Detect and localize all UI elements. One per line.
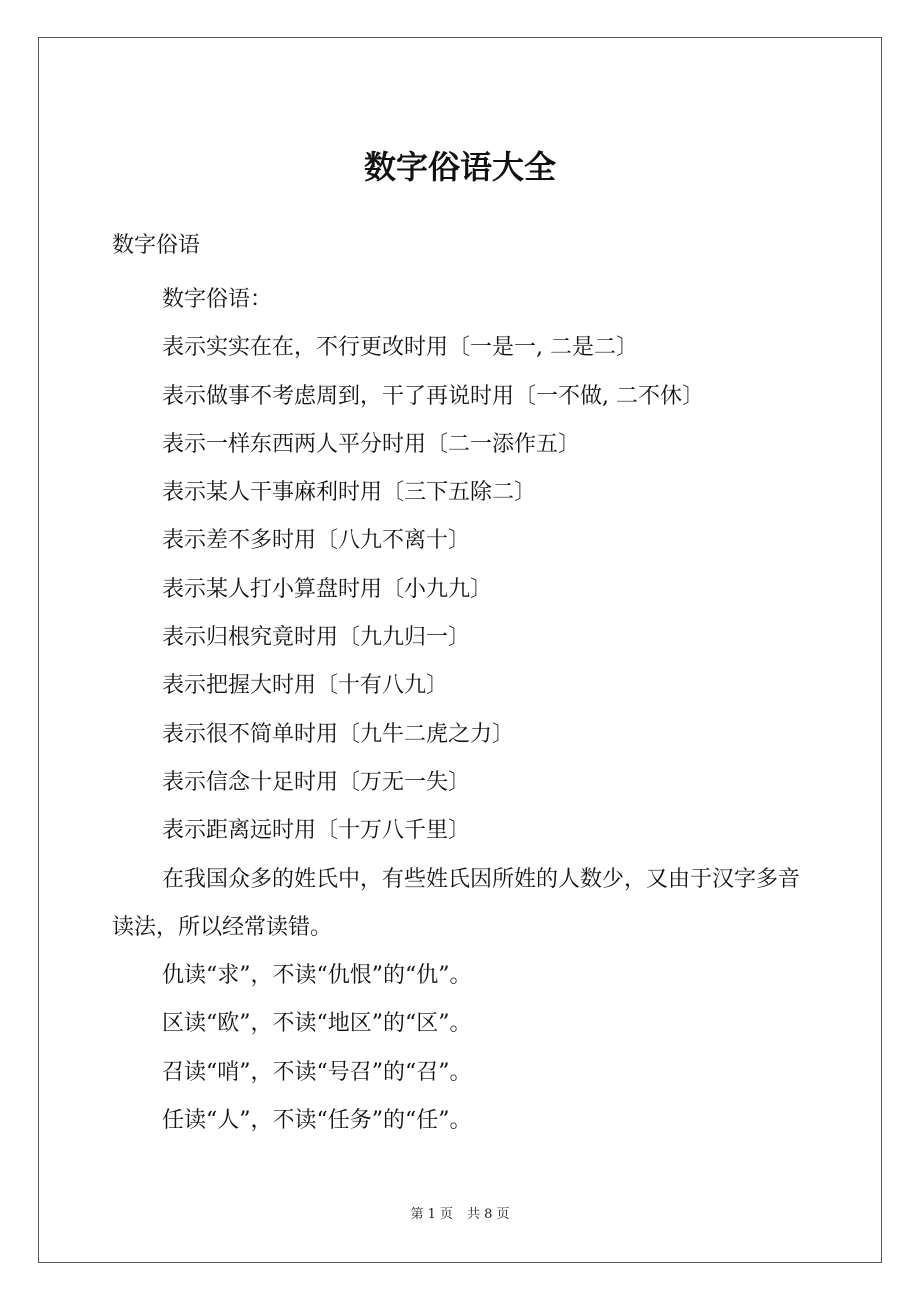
- paragraph: 表示某人打小算盘时用〔小九九〕: [162, 576, 493, 602]
- paragraph: 表示做事不考虑周到，干了再说时用〔一不做, 二不休〕: [162, 383, 704, 409]
- paragraph: 表示一样东西两人平分时用〔二一添作五〕: [162, 431, 581, 457]
- paragraph: 表示差不多时用〔八九不离十〕: [162, 528, 471, 554]
- paragraph: 仇读“求”，不读“仇恨”的“仇”。: [162, 963, 472, 989]
- paragraph: 区读“欧”，不读“地区”的“区”。: [162, 1011, 472, 1037]
- paragraph: 在我国众多的姓氏中，有些姓氏因所姓的人数少，又由于汉字多音读法，所以经常读错。: [112, 866, 801, 940]
- paragraph: 表示把握大时用〔十有八九〕: [162, 673, 449, 699]
- document-body: [112, 276, 812, 1145]
- section-heading: 数字俗语: [112, 233, 201, 258]
- paragraph: 表示实实在在，不行更改时用〔一是一, 二是二〕: [162, 335, 638, 361]
- page-total: 共 8 页: [467, 1207, 510, 1222]
- paragraph: 表示距离远时用〔十万八千里〕: [162, 818, 471, 844]
- paragraph: 表示某人干事麻利时用〔三下五除二〕: [162, 480, 537, 506]
- document-title: 数字俗语大全: [363, 148, 556, 186]
- paragraph: 召读“哨”，不读“号召”的“召”。: [162, 1059, 472, 1085]
- page-number: 第 1 页: [410, 1207, 453, 1222]
- paragraph: 表示很不简单时用〔九牛二虎之力〕: [162, 721, 515, 747]
- paragraph: 任读“人”，不读“任务”的“任”。: [162, 1108, 472, 1134]
- page-footer: [0, 1206, 920, 1224]
- paragraph: 数字俗语：: [162, 287, 273, 312]
- paragraph: 表示信念十足时用〔万无一失〕: [162, 769, 471, 795]
- paragraph: 表示归根究竟时用〔九九归一〕: [162, 625, 471, 651]
